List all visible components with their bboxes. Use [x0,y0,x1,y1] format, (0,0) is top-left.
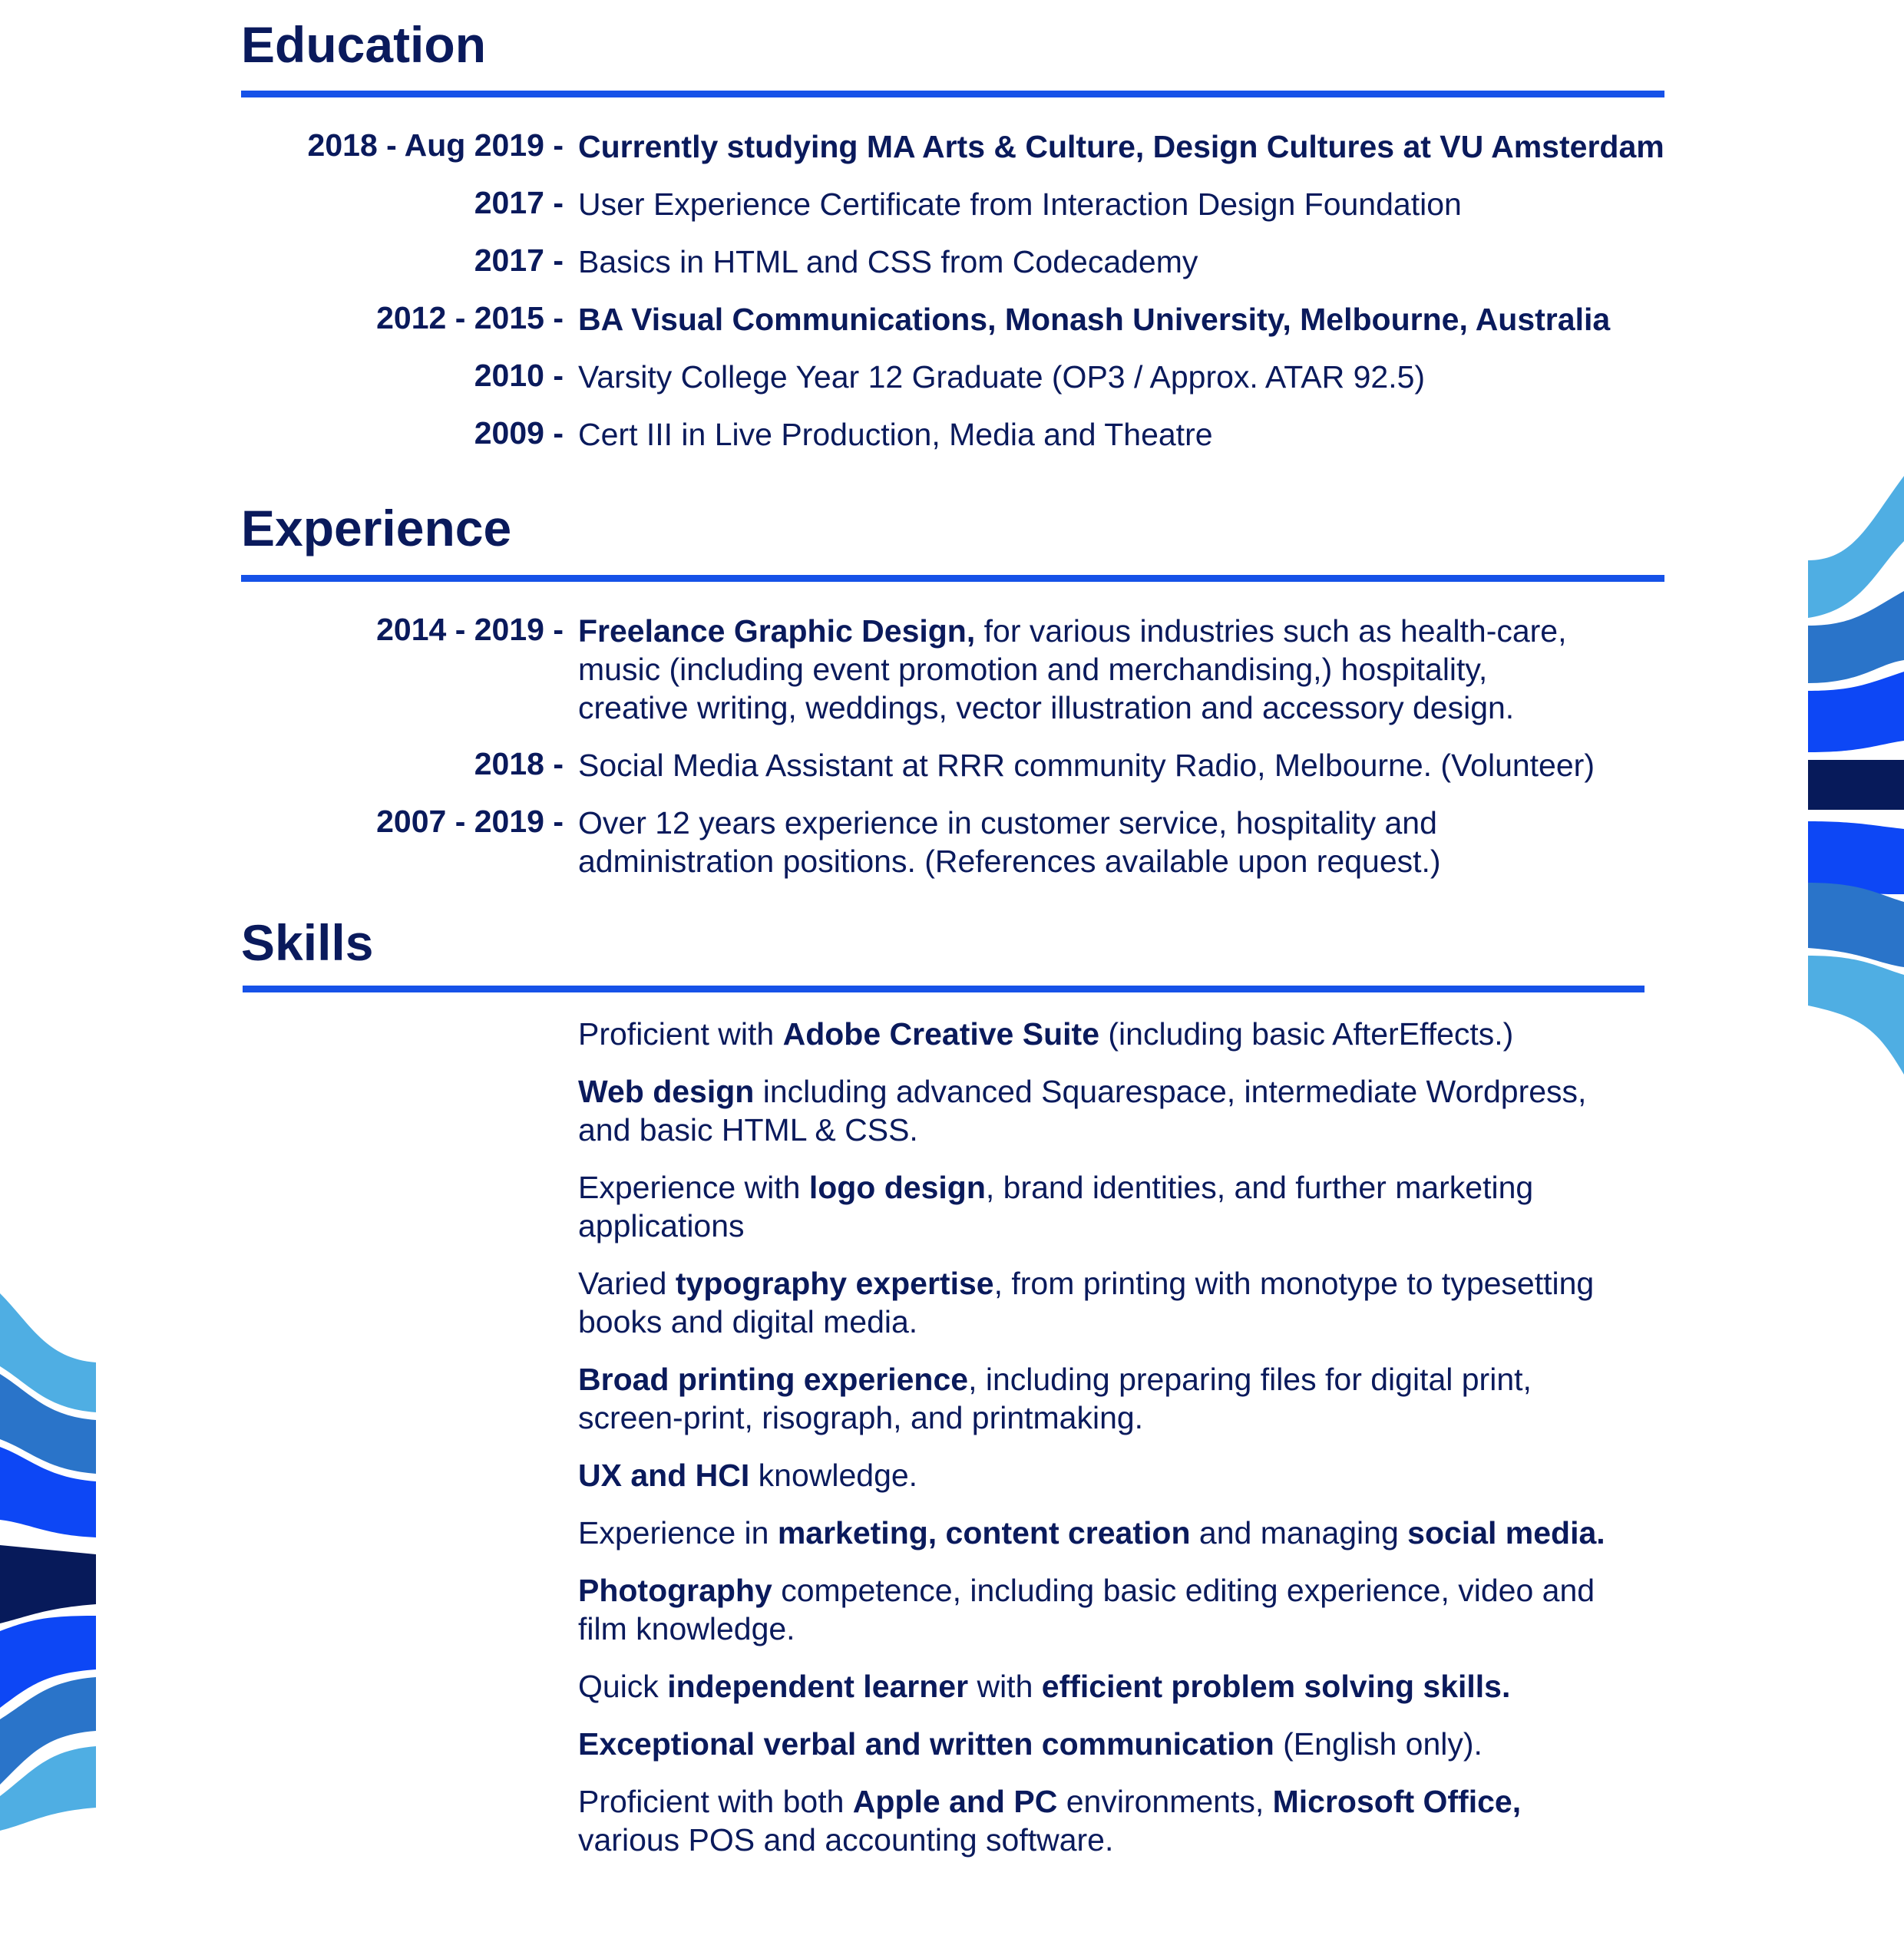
entry-date: 2012 - 2015 - [376,300,564,335]
entry-date: 2007 - 2019 - [376,804,564,839]
skills-rule [243,986,1645,992]
entry-description: Over 12 years experience in customer service, hospitality and administration positions. (References available upon request.) [578,805,1441,879]
skills-heading: Skills [241,914,374,971]
experience-heading: Experience [241,500,512,556]
entry-date: 2009 - [474,415,564,451]
decorative-wave-left [0,1293,96,1831]
entry-date: 2017 - [474,243,564,278]
entry-description: Basics in HTML and CSS from Codecademy [578,244,1198,279]
entry-description: Currently studying MA Arts & Culture, Design Cultures at VU Amsterdam [578,129,1664,164]
entry-date: 2014 - 2019 - [376,612,564,647]
entry-description: Varsity College Year 12 Graduate (OP3 / Approx. ATAR 92.5) [578,359,1426,395]
decorative-wave-right [1808,476,1904,1075]
experience-rule [241,575,1664,582]
entry-description: User Experience Certificate from Interaction Design Foundation [578,187,1462,222]
entry-description: BA Visual Communications, Monash University, Melbourne, Australia [578,302,1611,337]
entry-date: 2010 - [474,358,564,393]
education-heading: Education [241,16,487,73]
entry-description: Social Media Assistant at RRR community Radio, Melbourne. (Volunteer) [578,748,1595,783]
entry-date: 2017 - [474,185,564,220]
entry-date: 2018 - [474,746,564,781]
entry-description: Cert III in Live Production, Media and Theatre [578,417,1213,452]
education-rule [241,91,1664,97]
entry-date: 2018 - Aug 2019 - [307,127,564,163]
entry-description: Freelance Graphic Design, for various industries such as health-care, music (including event promotion and merchandising,) hospitality, creative writing, weddings, vector illustration and accessory design. [578,613,1567,725]
